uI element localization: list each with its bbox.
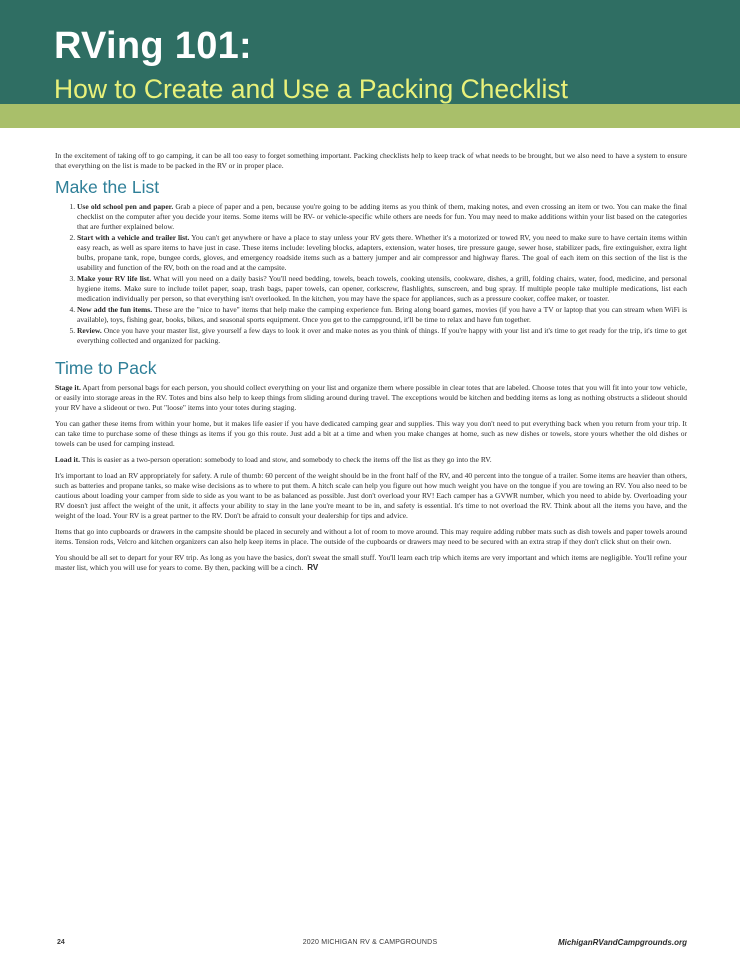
article-body: [55, 151, 687, 579]
step-title: Review.: [77, 326, 102, 335]
step-text: You can't get anywhere or have a place to stay unless your RV gets there. Whether it's a motorized or towed RV, you need to make sure to have certain items within easy reach, as well as spare items to have just in case. These items include: leveling blocks, adapters, extension, water hoses, tire pressure gauge, sewer hose, stabilizer pads, fire extinguisher, extra light bulbs, propane tank, rope, bungee cords, gloves, and emergency roadside items such as a battery jumper and air compressor and highway flares. The goal of each item on this section of the list is the usability and function of the RV, both on the road and at the campsite.: [77, 233, 687, 272]
title-banner: [0, 0, 740, 104]
paragraph-text: You can gather these items from within your home, but it makes life easier if you have dedicated camping gear and supplies. This way you don't need to put everything back when you return from your trip. It can take time to purchase some of these things as items if you go this route. Just add a bit at a time and when you make changes at home, such as new dishes or towels, store yours whether the old dishes or towels can be used for camping instead.: [55, 419, 687, 448]
page-footer: [0, 937, 740, 951]
pack-paragraph: [55, 383, 687, 413]
list-item: [77, 305, 687, 325]
publication-name: 2020 MICHIGAN RV & CAMPGROUNDS: [302, 939, 438, 946]
section-heading-time-to-pack: Time to Pack: [55, 358, 157, 378]
list-item: [77, 274, 687, 304]
paragraph-lead: Stage it.: [55, 383, 81, 392]
section-heading-make-list: Make the List: [55, 177, 160, 197]
paragraph-lead: Load it.: [55, 455, 81, 464]
step-text: What will you need on a daily basis? You'll need bedding, towels, beach towels, cooking utensils, cookware, dishes, a grill, folding chairs, water, food, medicine, and personal hygiene items. Make sure to include toilet paper, soap, trash bags, paper towels, can opener, corkscrew, flashlights, sunscreen, and bug spray. If multiple people take multiple medications, list each medication individually per person, so that everything isn't overlooked. In the kitchen, you may have the space for appliances, such as a pressure cooker, coffee maker, or toaster.: [77, 274, 687, 303]
page-title: RVing 101:: [54, 25, 253, 67]
paragraph-text: You should be all set to depart for your RV trip. As long as you have the basics, don't sweat the small stuff. You'll learn each trip which items are very important and which items are negligible. You'll refine your master list, which you will use for years to come. By then, packing will be a cinch.: [55, 553, 687, 572]
page-subtitle: How to Create and Use a Packing Checklist: [54, 74, 569, 104]
step-title: Use old school pen and paper.: [77, 202, 174, 211]
pack-paragraph: [55, 455, 687, 465]
list-item: [77, 233, 687, 273]
paragraph-text: This is easier as a two-person operation: somebody to load and stow, and somebody to check the items off the list as they go into the RV.: [81, 455, 492, 464]
end-mark-icon: RV: [307, 563, 319, 572]
step-title: Start with a vehicle and trailer list.: [77, 233, 190, 242]
step-title: Make your RV life list.: [77, 274, 152, 283]
pack-paragraph: [55, 419, 687, 449]
intro-paragraph: In the excitement of taking off to go camping, it can be all too easy to forget something important. Packing checklists help to keep track of what needs to be brought, but we also need to have a system to ensure that everything on the list is made to be packed in the RV or in proper place.: [55, 151, 687, 170]
list-item: [77, 202, 687, 232]
list-item: [77, 326, 687, 346]
paragraph-text: Items that go into cupboards or drawers in the campsite should be placed in securely and without a lot of room to move around. This may require adding rubber mats such as dish towels and paper towels around items. Tension rods, Velcro and kitchen organizers can also help keep items in place. The outside of the cupboards or drawers may need to be secured with an extra strap if they don't click shut on their own.: [55, 527, 687, 546]
step-text: Grab a piece of paper and a pen, because you're going to be adding items as you think of them, making notes, and even crossing an item or two. You can make the final checklist on the computer after you decide your items. Some items will be RV- or vehicle-specific while others are needs for fun. You may need to make additions within your list based on the categories that are further explained below.: [77, 202, 688, 231]
step-text: Once you have your master list, give yourself a few days to look it over and make notes as you think of things. If you're happy with your list and it's time to get ready for the trip, it's time to get everything collected and organized for packing.: [77, 326, 687, 345]
page-number: 24: [57, 939, 65, 946]
make-list-steps: [55, 202, 687, 346]
paragraph-text: It's important to load an RV appropriately for safety. A rule of thumb: 60 percent of the weight should be in the front half of the RV, and 40 percent into the tongue of a trailer. Some items are heavier than others, such as batteries and propane tanks, so make wise decisions as to where to put them. A hitch scale can help you figure out how much weight you have on the tongue if you are towing an RV. You also need to be cautious about loading your camper from side to side as you want to be as balanced as possible. Just don't overload your RV! Each camper has a GVWR number, which you need to abide by. Overloading your RV doesn't just affect the weight of the unit, it affects your ability to stay in the lane you're meant to be in, and safety is essential. It's time to not overload the RV. Think about all the items you have, and the weight of the load. Your RV is a great partner to the RV. Don't be afraid to consult your dealership for tips and advice.: [55, 471, 687, 520]
step-text: These are the "nice to have" items that help make the camping experience fun. Bring along board games, movies (if you have a TV or laptop that you can stream when WiFi is available), toys, fishing gear, books, bikes, and seasonal sports equipment. Once you get to the campground, it'll be time to relax and have fun together.: [77, 305, 687, 324]
pack-paragraph: [55, 527, 687, 547]
pack-paragraph: [55, 553, 687, 573]
banner-stripe: [0, 104, 740, 128]
pack-paragraph: [55, 471, 687, 521]
paragraph-text: Apart from personal bags for each person, you should collect everything on your list and organize them where possible in clear totes that are labeled. Choose totes that you will fit into your tow vehicle, or easily into storage areas in the RV. Totes and bins also help to keep things from sliding around during travel. The exceptions would be kitchen and bedding items as long as nothing obstructs a slideout should your RV have a slideout or two. Put "loose" items into your totes during staging.: [55, 383, 687, 412]
website-link[interactable]: MichiganRVandCampgrounds.org: [557, 938, 687, 947]
step-title: Now add the fun items.: [77, 305, 153, 314]
